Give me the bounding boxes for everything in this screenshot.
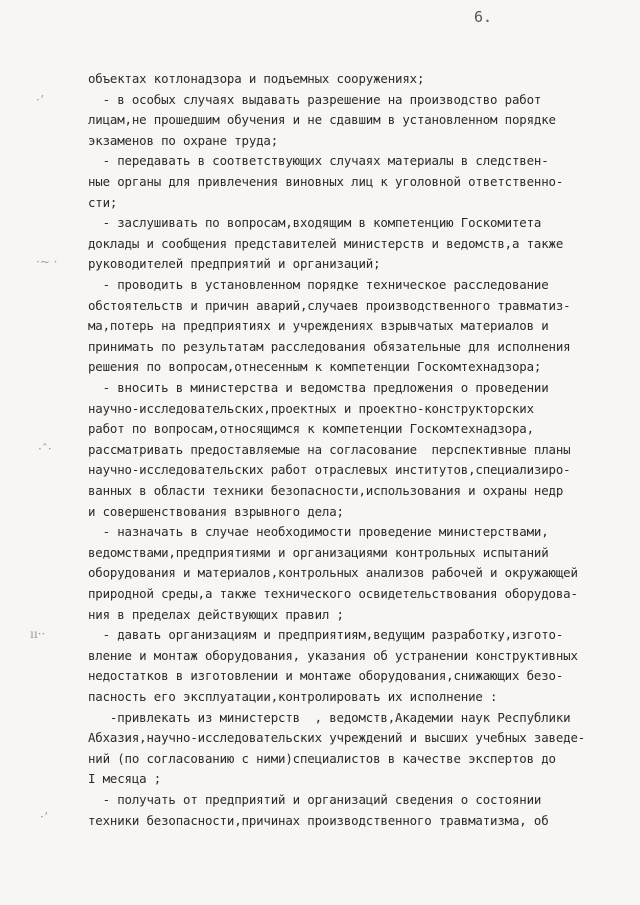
text-line: научно-исследовательских,проектных и проектно-конструкторских bbox=[88, 400, 534, 416]
text-line: ния в пределах действующих правил ; bbox=[88, 606, 344, 622]
text-line: доклады и сообщения представителей министерств и ведомств,а также bbox=[88, 235, 564, 251]
text-line: и совершенствования взрывного дела; bbox=[88, 503, 344, 519]
margin-mark: ·ʼ bbox=[36, 93, 44, 107]
text-line: экзаменов по охране труда; bbox=[88, 132, 279, 148]
text-line: ма,потерь на предприятиях и учреждениях взрывчатых материалов и bbox=[88, 318, 549, 334]
margin-mark: ·~ · bbox=[36, 255, 58, 269]
text-line: лицам,не прошедшим обучения и не сдавшим в установленном порядке bbox=[88, 112, 556, 128]
text-line: руководителей предприятий и организаций; bbox=[88, 256, 381, 272]
text-line: недостатков в изготовлении и монтаже оборудования,снижающих безо- bbox=[88, 668, 564, 684]
text-line: -привлекать из министерств , ведомств,Академии наук Республики bbox=[88, 709, 571, 725]
margin-mark: ıı·· bbox=[30, 627, 46, 641]
text-line: Абхазия,научно-исследовательских учреждений и высших учебных заведе- bbox=[88, 730, 586, 746]
text-line: оборудования и материалов,контрольных анализов рабочей и окружающей bbox=[88, 565, 578, 581]
text-line: ванных в области техники безопасности,использования и охраны недр bbox=[88, 483, 564, 498]
text-line: - проводить в установленном порядке техническое расследование bbox=[88, 277, 549, 292]
text-line: ний (по согласованию с ними)специалистов в качестве экспертов до bbox=[88, 750, 556, 766]
margin-mark: ·ˆ· bbox=[38, 442, 52, 456]
text-line: - заслушивать по вопросам,входящим в компетенцию Госкомитета bbox=[88, 215, 542, 231]
text-line: решения по вопросам,отнесенным к компетенции Госкомтехнадзора; bbox=[88, 359, 542, 375]
text-line: объектах котлонадзора и подъемных сооружениях; bbox=[88, 71, 425, 86]
margin-mark: ·ʼ bbox=[40, 810, 48, 824]
page-number: 6. bbox=[474, 8, 493, 26]
text-line: вление и монтаж оборудования, указания об устранении конструктивных bbox=[88, 647, 578, 663]
text-line: природной среды,а также технического освидетельствования оборудова- bbox=[88, 586, 578, 601]
text-line: - назначать в случае необходимости проведение министерствами, bbox=[88, 524, 549, 540]
text-line: - в особых случаях выдавать разрешение на производство работ bbox=[88, 91, 542, 107]
text-line: рассматривать предоставляемые на согласование перспективные планы bbox=[88, 441, 571, 457]
text-line: I месяца ; bbox=[88, 771, 162, 787]
text-line: - давать организациям и предприятиям,ведущим разработку,изгото- bbox=[88, 627, 564, 643]
text-line: сти; bbox=[88, 194, 118, 210]
text-line: - вносить в министерства и ведомства предложения о проведении bbox=[88, 380, 549, 395]
text-line: обстоятельств и причин аварий,случаев производственного травматиз- bbox=[88, 297, 571, 313]
text-line: пасность его эксплуатации,контролировать их исполнение : bbox=[88, 689, 498, 704]
text-line: ные органы для привлечения виновных лиц к уголовной ответственно- bbox=[88, 174, 564, 189]
text-line: ведомствами,предприятиями и организациями контрольных испытаний bbox=[88, 544, 549, 560]
text-line: техники безопасности,причинах производственного травматизма, об bbox=[88, 812, 549, 828]
text-line: научно-исследовательских работ отраслевых институтов,специализиро- bbox=[88, 462, 571, 478]
text-line: - передавать в соответствующих случаях материалы в следствен- bbox=[88, 153, 549, 169]
text-line: работ по вопросам,относящимся к компетенции Госкомтехнадзора, bbox=[88, 421, 534, 437]
text-line: принимать по результатам расследования обязательные для исполнения bbox=[88, 338, 571, 354]
text-line: - получать от предприятий и организаций сведения о состоянии bbox=[88, 792, 542, 807]
